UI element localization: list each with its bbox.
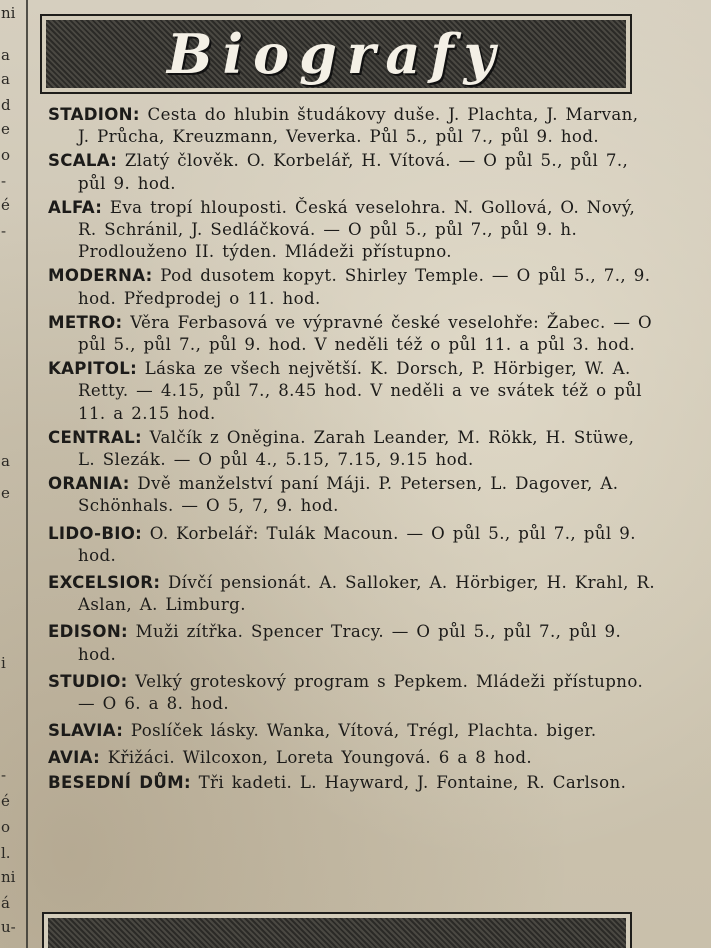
venue-name: ORANIA: — [48, 474, 130, 494]
margin-fragment: - — [1, 766, 7, 784]
listing-entry — [48, 312, 656, 356]
venue-name: SLAVIA: — [48, 721, 124, 741]
venue-name: ALFA: — [48, 197, 103, 217]
margin-fragment: u- — [1, 918, 16, 936]
section-title: Biografy — [167, 22, 505, 86]
listing-entry — [48, 265, 656, 309]
margin-fragment: l. — [1, 844, 11, 862]
listing-entry — [48, 747, 656, 769]
margin-fragment: é — [1, 792, 10, 810]
listing-entry — [48, 358, 656, 425]
listing-details: Tři kadeti. L. Hayward, J. Fontaine, R. Carlson. — [198, 772, 627, 792]
margin-fragment: ni — [1, 868, 16, 886]
margin-fragment: o — [1, 146, 11, 164]
listing-details: Pod dusotem kopyt. Shirley Temple. — O půl 5., 7., 9. hod. Předprodej o 11. hod. — [78, 266, 651, 308]
listing-details: Křižáci. Wilcoxon, Loreta Youngová. 6 a 8 hod. — [107, 748, 533, 768]
section-header-banner — [40, 14, 632, 94]
margin-fragment: i — [1, 654, 6, 672]
margin-fragment: ni — [1, 4, 16, 22]
margin-fragment: e — [1, 484, 10, 502]
margin-fragment: é — [1, 196, 10, 214]
margin-fragment: - — [1, 222, 7, 240]
listing-details: Láska ze všech největší. K. Dorsch, P. Hörbiger, W. A. Retty. — 4.15, půl 7., 8.45 hod. V neděli a ve svátek též o půl 11. a 2.15 hod. — [78, 359, 642, 423]
venue-name: EXCELSIOR: — [48, 573, 161, 593]
venue-name: STUDIO: — [48, 671, 128, 691]
venue-name: METRO: — [48, 312, 123, 332]
listing-entry — [48, 150, 656, 194]
listing-entry — [48, 104, 656, 148]
column-divider — [26, 0, 28, 948]
margin-fragment: o — [1, 818, 11, 836]
listing-entry — [48, 772, 656, 794]
banner-hatched-background — [48, 918, 626, 948]
listing-entry — [48, 427, 656, 471]
margin-fragment: - — [1, 172, 7, 190]
listing-details: Cesta do hlubin študákovy duše. J. Plachta, J. Marvan, J. Průcha, Kreuzmann, Veverka. Půl 5., půl 7., půl 9. hod. — [78, 105, 639, 147]
listing-details: Zlatý člověk. O. Korbelář, H. Vítová. — O půl 5., půl 7., půl 9. hod. — [78, 151, 629, 193]
listing-details: Věra Ferbasová ve výpravné české veselohře: Žabec. — O půl 5., půl 7., půl 9. hod. V neděli též o půl 11. a půl 3. hod. — [78, 312, 653, 355]
margin-fragment: á — [1, 894, 10, 912]
listing-details: Muži zítřka. Spencer Tracy. — O půl 5., půl 7., půl 9. hod. — [78, 622, 622, 664]
banner-hatched-background — [46, 20, 626, 88]
venue-name: CENTRAL: — [48, 427, 142, 447]
listing-entry — [48, 720, 656, 742]
next-section-banner — [42, 912, 632, 948]
listing-details: Dvě manželství paní Máji. P. Petersen, L. Dagover, A. Schönhals. — O 5, 7, 9. hod. — [78, 474, 619, 516]
margin-fragment: d — [1, 96, 11, 114]
listing-details: Poslíček lásky. Wanka, Vítová, Trégl, Plachta. biger. — [130, 721, 597, 741]
cinema-listings — [48, 104, 656, 796]
venue-name: BESEDNÍ DŮM: — [48, 772, 191, 792]
listing-details: Eva tropí hlouposti. Česká veselohra. N. Gollová, O. Nový, R. Schránil, J. Sedláčková. — O půl 5., půl 7., půl 9. h. Prodlouženo II. týden. Mládeži přístupno. — [78, 197, 636, 262]
listing-entry — [48, 523, 656, 567]
venue-name: MODERNA: — [48, 266, 153, 286]
listing-entry — [48, 621, 656, 665]
listing-entry — [48, 473, 656, 517]
listing-details: Valčík z Oněgina. Zarah Leander, M. Rökk, H. Stüwe, L. Slezák. — O půl 4., 5.15, 7.15, 9.15 hod. — [78, 427, 635, 470]
margin-fragment: a — [1, 452, 10, 470]
venue-name: KAPITOL: — [48, 359, 138, 379]
venue-name: AVIA: — [48, 748, 101, 768]
listing-details: O. Korbelář: Tulák Macoun. — O půl 5., půl 7., půl 9. hod. — [78, 523, 636, 565]
margin-fragment: e — [1, 120, 10, 138]
venue-name: EDISON: — [48, 622, 128, 642]
margin-fragment: a — [1, 46, 10, 64]
listing-entry — [48, 671, 656, 715]
listing-entry — [48, 197, 656, 264]
margin-fragment: a — [1, 70, 10, 88]
venue-name: STADION: — [48, 105, 140, 124]
listing-details: Dívčí pensionát. A. Salloker, A. Hörbiger, H. Krahl, R. Aslan, A. Limburg. — [78, 573, 656, 615]
adjacent-column-fragments — [0, 0, 22, 948]
listing-details: Velký groteskový program s Pepkem. Mládeži přístupno. — O 6. a 8. hod. — [78, 671, 644, 714]
venue-name: LIDO-BIO: — [48, 523, 143, 543]
listing-entry — [48, 572, 656, 616]
venue-name: SCALA: — [48, 151, 118, 171]
